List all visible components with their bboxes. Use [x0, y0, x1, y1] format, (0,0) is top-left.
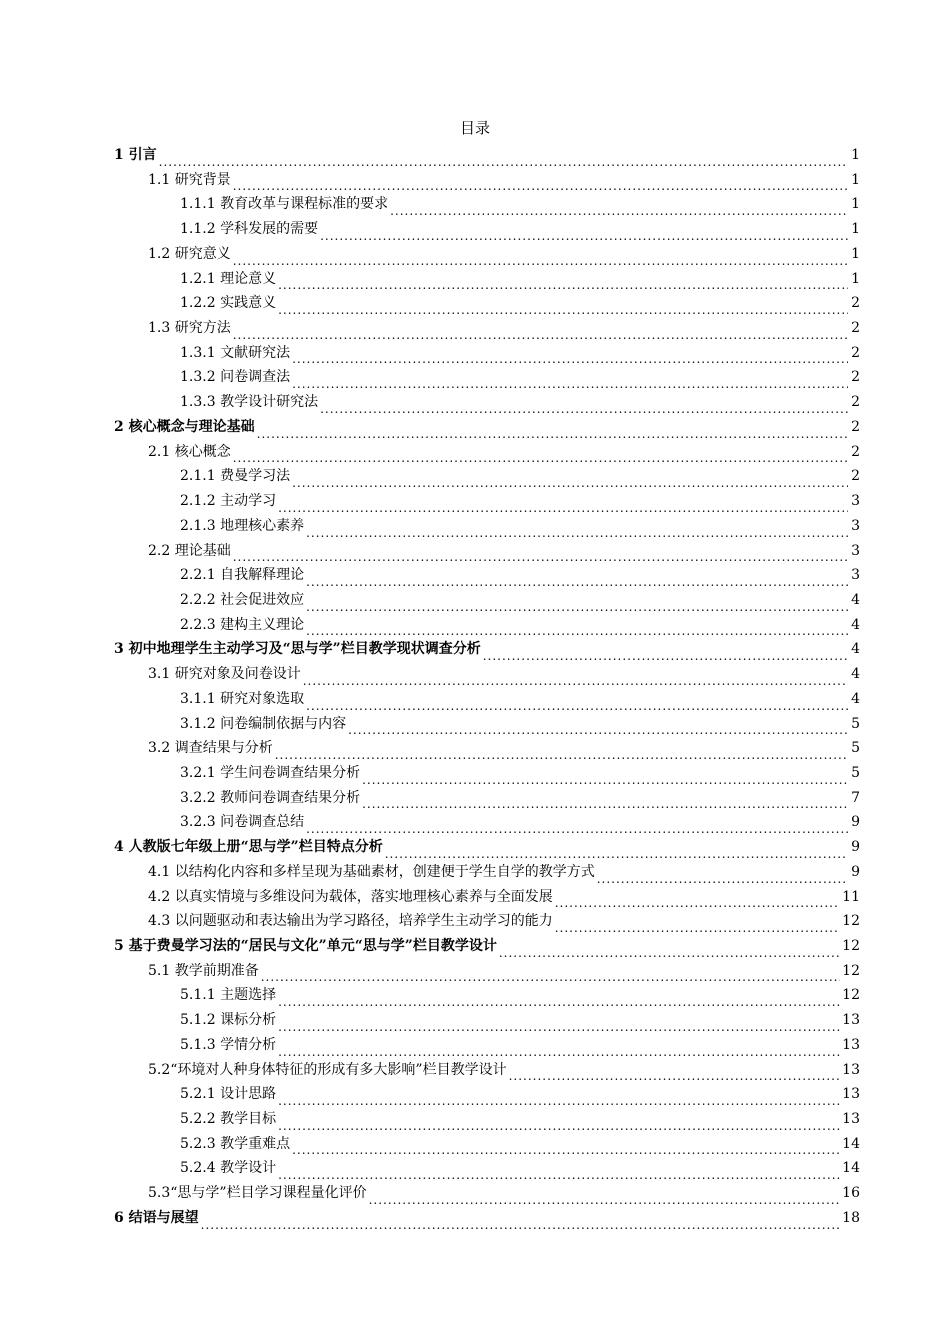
toc-entry[interactable] [114, 1181, 860, 1206]
toc-entry-label: 5.2.2 教学目标 [180, 1111, 277, 1128]
toc-entry[interactable] [114, 1008, 860, 1033]
toc-entry-page-number: 7 [851, 789, 860, 806]
toc-entry-label: 1.1.2 学科发展的需要 [180, 221, 319, 238]
toc-entry-label: 3.2.1 学生问卷调查结果分析 [180, 764, 361, 781]
toc-entry-page-number: 9 [851, 863, 860, 880]
dot-leader [159, 150, 848, 168]
toc-entry[interactable] [114, 415, 860, 440]
toc-entry-label: 2.2.3 建构主义理论 [180, 616, 305, 633]
toc-entry-page-number: 12 [842, 913, 860, 930]
toc-entry-page-number: 2 [851, 443, 860, 460]
dot-leader [275, 743, 848, 761]
toc-entry[interactable] [114, 1132, 860, 1157]
dot-leader [555, 891, 840, 909]
toc-entry[interactable] [114, 168, 860, 193]
toc-entry[interactable] [114, 761, 860, 786]
toc-entry-label: 2 核心概念与理论基础 [114, 418, 255, 435]
toc-entry-label: 4.2 以真实情境与多维设问为载体，落实地理核心素养与全面发展 [148, 888, 553, 905]
toc-entry-label: 5 基于费曼学习法的“居民与文化”单元“思与学”栏目教学设计 [114, 938, 497, 954]
toc-entry-label: 5.1.3 学情分析 [180, 1036, 277, 1053]
dot-leader [292, 347, 848, 365]
dot-leader [292, 372, 848, 390]
dot-leader [233, 174, 848, 192]
toc-entry-page-number: 1 [851, 270, 860, 287]
dot-leader [509, 1064, 841, 1082]
dot-leader [362, 792, 848, 810]
dot-leader [320, 224, 848, 242]
toc-entry[interactable] [114, 539, 860, 564]
table-of-contents [114, 143, 860, 1231]
toc-entry[interactable] [114, 390, 860, 415]
toc-entry-page-number: 13 [842, 1061, 860, 1078]
toc-entry[interactable] [114, 687, 860, 712]
toc-entry-label: 1.1 研究背景 [148, 171, 231, 188]
toc-entry-page-number: 1 [851, 147, 860, 163]
toc-entry[interactable] [114, 1206, 860, 1231]
toc-entry-page-number: 14 [842, 1160, 860, 1177]
toc-entry-label: 3.2 调查结果与分析 [148, 740, 273, 757]
toc-entry-page-number: 14 [842, 1135, 860, 1152]
toc-entry-label: 5.1.2 课标分析 [180, 1012, 277, 1029]
dot-leader [257, 422, 848, 440]
toc-entry[interactable] [114, 464, 860, 489]
dot-leader [278, 298, 848, 316]
toc-entry-label: 1.2 研究意义 [148, 245, 231, 262]
toc-entry-page-number: 13 [842, 1086, 860, 1103]
toc-entry-page-number: 5 [851, 764, 860, 781]
toc-entry-label: 1.3.3 教学设计研究法 [180, 394, 319, 411]
toc-entry[interactable] [114, 662, 860, 687]
toc-entry-page-number: 4 [851, 591, 860, 608]
toc-entry-page-number: 16 [842, 1185, 860, 1202]
dot-leader [278, 273, 848, 291]
dot-leader [390, 199, 848, 217]
toc-entry-page-number: 13 [842, 1012, 860, 1029]
dot-leader [278, 1114, 840, 1132]
toc-entry-page-number: 2 [851, 394, 860, 411]
toc-entry[interactable] [114, 316, 860, 341]
dot-leader [233, 323, 848, 341]
dot-leader [306, 817, 848, 835]
toc-entry-page-number: 13 [842, 1111, 860, 1128]
toc-entry-page-number: 3 [851, 493, 860, 510]
toc-entry[interactable] [114, 192, 860, 217]
toc-entry-label: 5.2.3 教学重难点 [180, 1135, 291, 1152]
toc-entry-page-number: 3 [851, 517, 860, 534]
dot-leader [261, 965, 840, 983]
toc-entry-page-number: 2 [851, 295, 860, 312]
dot-leader [483, 644, 848, 662]
toc-entry-label: 2.2.2 社会促进效应 [180, 591, 305, 608]
dot-leader [233, 446, 848, 464]
dot-leader [362, 768, 848, 786]
toc-entry[interactable] [114, 440, 860, 465]
toc-entry[interactable] [114, 514, 860, 539]
toc-entry[interactable] [114, 588, 860, 613]
toc-entry[interactable] [114, 1107, 860, 1132]
toc-entry-label: 3.1.2 问卷编制依据与内容 [180, 715, 347, 732]
toc-entry[interactable] [114, 959, 860, 984]
dot-leader [278, 990, 840, 1008]
toc-entry[interactable] [114, 291, 860, 316]
dot-leader [385, 842, 848, 860]
dot-leader [306, 694, 848, 712]
toc-entry-label: 2.2 理论基础 [148, 542, 231, 559]
dot-leader [303, 669, 848, 687]
toc-entry-label: 1.3.2 问卷调查法 [180, 369, 291, 386]
dot-leader [555, 916, 840, 934]
toc-entry[interactable] [114, 909, 860, 934]
dot-leader [369, 1188, 841, 1206]
toc-entry-label: 2.1.1 费曼学习法 [180, 468, 291, 485]
toc-entry-page-number: 11 [842, 888, 860, 905]
toc-entry-page-number: 12 [842, 938, 860, 954]
dot-leader [292, 1138, 840, 1156]
toc-entry-label: 2.1.3 地理核心素养 [180, 517, 305, 534]
toc-entry-label: 5.1.1 主题选择 [180, 987, 277, 1004]
toc-entry-page-number: 1 [851, 196, 860, 213]
toc-entry[interactable] [114, 613, 860, 638]
toc-entry-page-number: 1 [851, 221, 860, 238]
toc-entry[interactable] [114, 1156, 860, 1181]
toc-entry-label: 2.1.2 主动学习 [180, 493, 277, 510]
toc-entry[interactable] [114, 143, 860, 168]
toc-entry-label: 1.2.2 实践意义 [180, 295, 277, 312]
dot-leader [306, 570, 848, 588]
dot-leader [292, 471, 848, 489]
toc-entry[interactable] [114, 1058, 860, 1083]
toc-entry-label: 5.3“思与学”栏目学习课程量化评价 [148, 1185, 367, 1202]
dot-leader [233, 249, 848, 267]
dot-leader [306, 595, 848, 613]
toc-entry-label: 1.3 研究方法 [148, 320, 231, 337]
toc-entry-page-number: 12 [842, 987, 860, 1004]
toc-entry-label: 4 人教版七年级上册“思与学”栏目特点分析 [114, 839, 383, 856]
toc-entry-label: 1.2.1 理论意义 [180, 270, 277, 287]
toc-entry-page-number: 18 [842, 1209, 860, 1226]
dot-leader [201, 1213, 841, 1231]
dot-leader [306, 521, 848, 539]
toc-entry-page-number: 9 [851, 814, 860, 831]
toc-entry-label: 1.3.1 文献研究法 [180, 344, 291, 361]
toc-entry-page-number: 4 [851, 666, 860, 683]
dot-leader [278, 1015, 840, 1033]
toc-entry-page-number: 9 [851, 839, 860, 856]
toc-entry-page-number: 1 [851, 245, 860, 262]
toc-entry-page-number: 2 [851, 369, 860, 386]
toc-entry-page-number: 2 [851, 418, 860, 435]
toc-entry-label: 2.1 核心概念 [148, 443, 231, 460]
toc-entry[interactable] [114, 934, 860, 959]
toc-entry-label: 5.2.1 设计思路 [180, 1086, 277, 1103]
toc-entry-page-number: 12 [842, 962, 860, 979]
toc-entry-page-number: 4 [851, 641, 860, 658]
toc-entry-label: 4.3 以问题驱动和表达输出为学习路径，培养学生主动学习的能力 [148, 913, 553, 930]
dot-leader [278, 1089, 840, 1107]
toc-entry-page-number: 1 [851, 171, 860, 188]
toc-entry-page-number: 2 [851, 344, 860, 361]
toc-entry[interactable] [114, 810, 860, 835]
toc-entry-page-number: 13 [842, 1036, 860, 1053]
toc-entry[interactable] [114, 341, 860, 366]
toc-entry-label: 3.2.3 问卷调查总结 [180, 814, 305, 831]
toc-entry-page-number: 5 [851, 715, 860, 732]
toc-entry[interactable] [114, 217, 860, 242]
dot-leader [306, 619, 848, 637]
toc-entry[interactable] [114, 983, 860, 1008]
toc-entry-label: 1.1.1 教育改革与课程标准的要求 [180, 196, 389, 213]
dot-leader [278, 496, 848, 514]
dot-leader [348, 718, 848, 736]
toc-entry-label: 1 引言 [114, 147, 157, 163]
toc-entry[interactable] [114, 637, 860, 662]
toc-entry-page-number: 4 [851, 690, 860, 707]
toc-entry-label: 5.2“环境对人种身体特征的形成有多大影响”栏目教学设计 [148, 1061, 507, 1078]
toc-entry-label: 6 结语与展望 [114, 1209, 199, 1226]
toc-entry-page-number: 3 [851, 567, 860, 584]
toc-entry-page-number: 3 [851, 542, 860, 559]
toc-entry[interactable] [114, 563, 860, 588]
toc-entry-label: 3.2.2 教师问卷调查结果分析 [180, 789, 361, 806]
toc-entry-page-number: 4 [851, 616, 860, 633]
toc-entry[interactable] [114, 1033, 860, 1058]
toc-entry[interactable] [114, 365, 860, 390]
toc-entry-label: 4.1 以结构化内容和多样呈现为基础素材，创建便于学生自学的教学方式 [148, 863, 595, 880]
toc-entry-page-number: 2 [851, 320, 860, 337]
toc-entry-label: 3 初中地理学生主动学习及“思与学”栏目教学现状调查分析 [114, 641, 481, 658]
toc-entry[interactable] [114, 242, 860, 267]
dot-leader [320, 397, 848, 415]
toc-entry-label: 3.1 研究对象及问卷设计 [148, 666, 301, 683]
toc-entry-label: 3.1.1 研究对象选取 [180, 690, 305, 707]
dot-leader [499, 941, 840, 959]
dot-leader [278, 1040, 840, 1058]
toc-entry[interactable] [114, 885, 860, 910]
toc-entry[interactable] [114, 786, 860, 811]
dot-leader [597, 867, 848, 885]
dot-leader [278, 1163, 840, 1181]
toc-entry-label: 5.1 教学前期准备 [148, 962, 259, 979]
toc-entry-label: 5.2.4 教学设计 [180, 1160, 277, 1177]
toc-entry[interactable] [114, 835, 860, 860]
toc-entry[interactable] [114, 736, 860, 761]
toc-entry[interactable] [114, 1082, 860, 1107]
dot-leader [233, 545, 848, 563]
toc-entry-page-number: 5 [851, 740, 860, 757]
toc-entry-page-number: 2 [851, 468, 860, 485]
toc-entry[interactable] [114, 489, 860, 514]
toc-entry[interactable] [114, 712, 860, 737]
toc-entry[interactable] [114, 860, 860, 885]
toc-entry-label: 2.2.1 自我解释理论 [180, 567, 305, 584]
toc-title: 目录 [459, 119, 490, 137]
toc-entry[interactable] [114, 267, 860, 292]
